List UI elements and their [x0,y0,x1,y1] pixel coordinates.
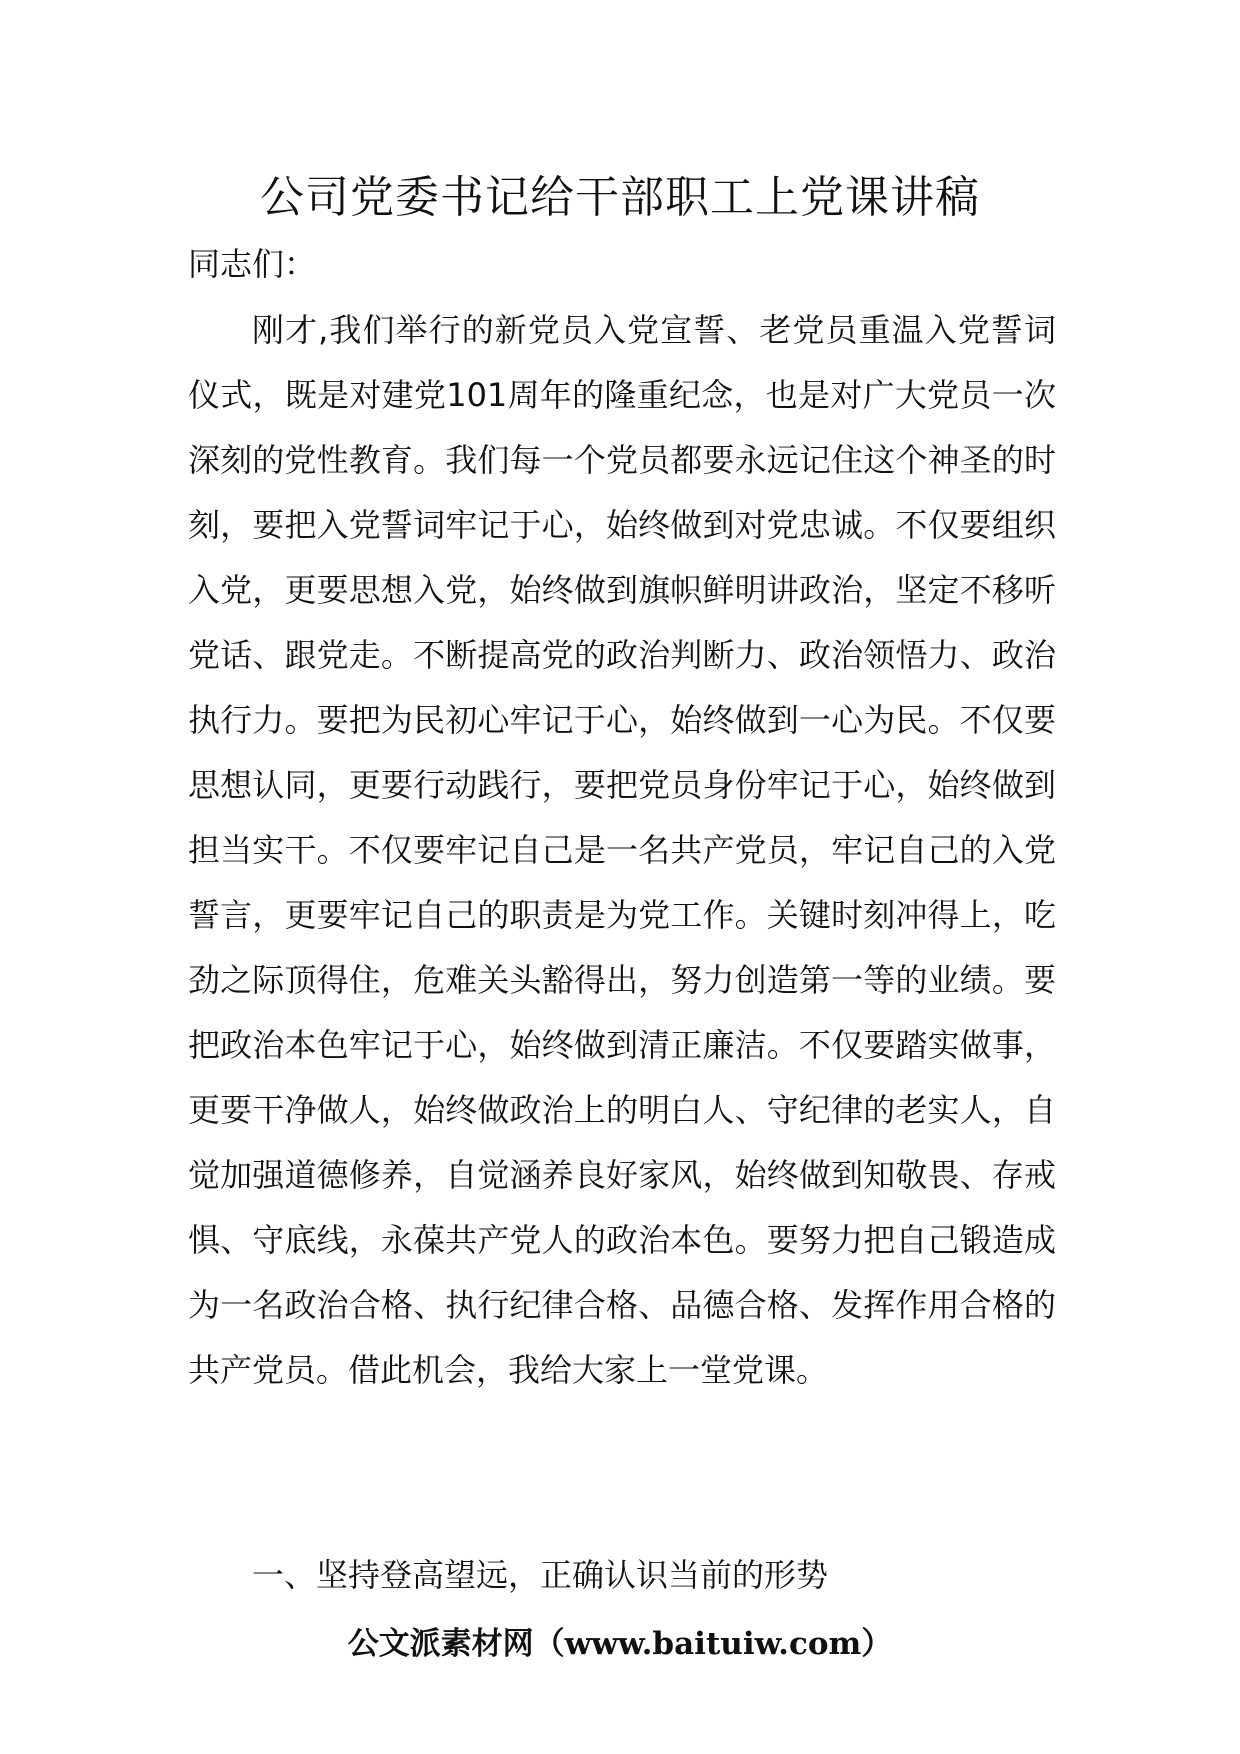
salutation: 同志们： [188,245,317,283]
document-title: 公司党委书记给干部职工上党课讲稿 [260,172,980,223]
section-heading: 一、坚持登高望远，正确认识当前的形势 [252,1556,829,1594]
body-paragraph: 刚才,我们举行的新党员入党宣誓、老党员重温入党誓词仪式，既是对建党101周年的隆重纪念，也是对广大党员一次深刻的党性教育。我们每一个党员都要永远记住这个神圣的时刻，要把入党誓词牢记于心，始终做到对党忠诚。不仅要组织入党，更要思想入党，始终做到旗帜鲜明讲政治，坚定不移听党话、跟党走。不断提高党的政治判断力、政治领悟力、政治执行力。要把为民初心牢记于心，始终做到一心为民。不仅要思想认同，更要行动践行，要把党员身份牢记于心，始终做到担当实干。不仅要牢记自己是一名共产党员，牢记自己的入党誓言，更要牢记自己的职责是为党工作。关键时刻冲得上，吃劲之际顶得住，危难关头豁得出，努力创造第一等的业绩。要把政治本色牢记于心，始终做到清正廉洁。不仅要踏实做事，更要干净做人，始终做政治上的明白人、守纪律的老实人，自觉加强道德修养，自觉涵养良好家风，始终做到知敬畏、存戒惧、守底线，永葆共产党人的政治本色。要努力把自己锻造成为一名政治合格、执行纪律合格、品德合格、发挥作用合格的共产党员。借此机会，我给大家上一堂党课。 [188,311,1056,1389]
footer-watermark: 公文派素材网（www.baituiw.com） [347,1626,893,1662]
